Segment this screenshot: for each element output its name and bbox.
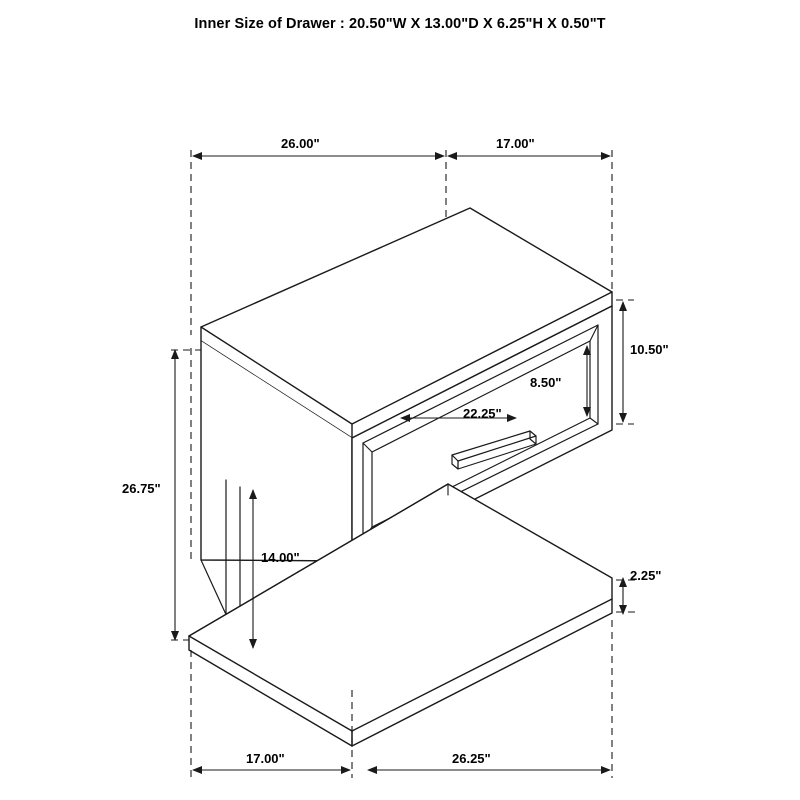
nightstand-outline [189,208,612,746]
dim-label-bottom-right-width: 26.25" [452,751,491,766]
dim-label-top-left-width: 26.00" [281,136,320,151]
dim-label-drawer-face-width: 22.25" [463,406,502,421]
dim-label-base-thickness: 2.25" [630,568,662,583]
dim-label-top-right-depth: 17.00" [496,136,535,151]
dim-label-leg-clearance: 14.00" [261,550,300,565]
dim-label-case-height: 10.50" [630,342,669,357]
page-title: Inner Size of Drawer : 20.50"W X 13.00"D X 6.25"H X 0.50"T [194,16,606,32]
dim-label-bottom-left-depth: 17.00" [246,751,285,766]
dim-label-overall-height: 26.75" [122,481,161,496]
dim-label-drawer-face-height: 8.50" [530,375,562,390]
